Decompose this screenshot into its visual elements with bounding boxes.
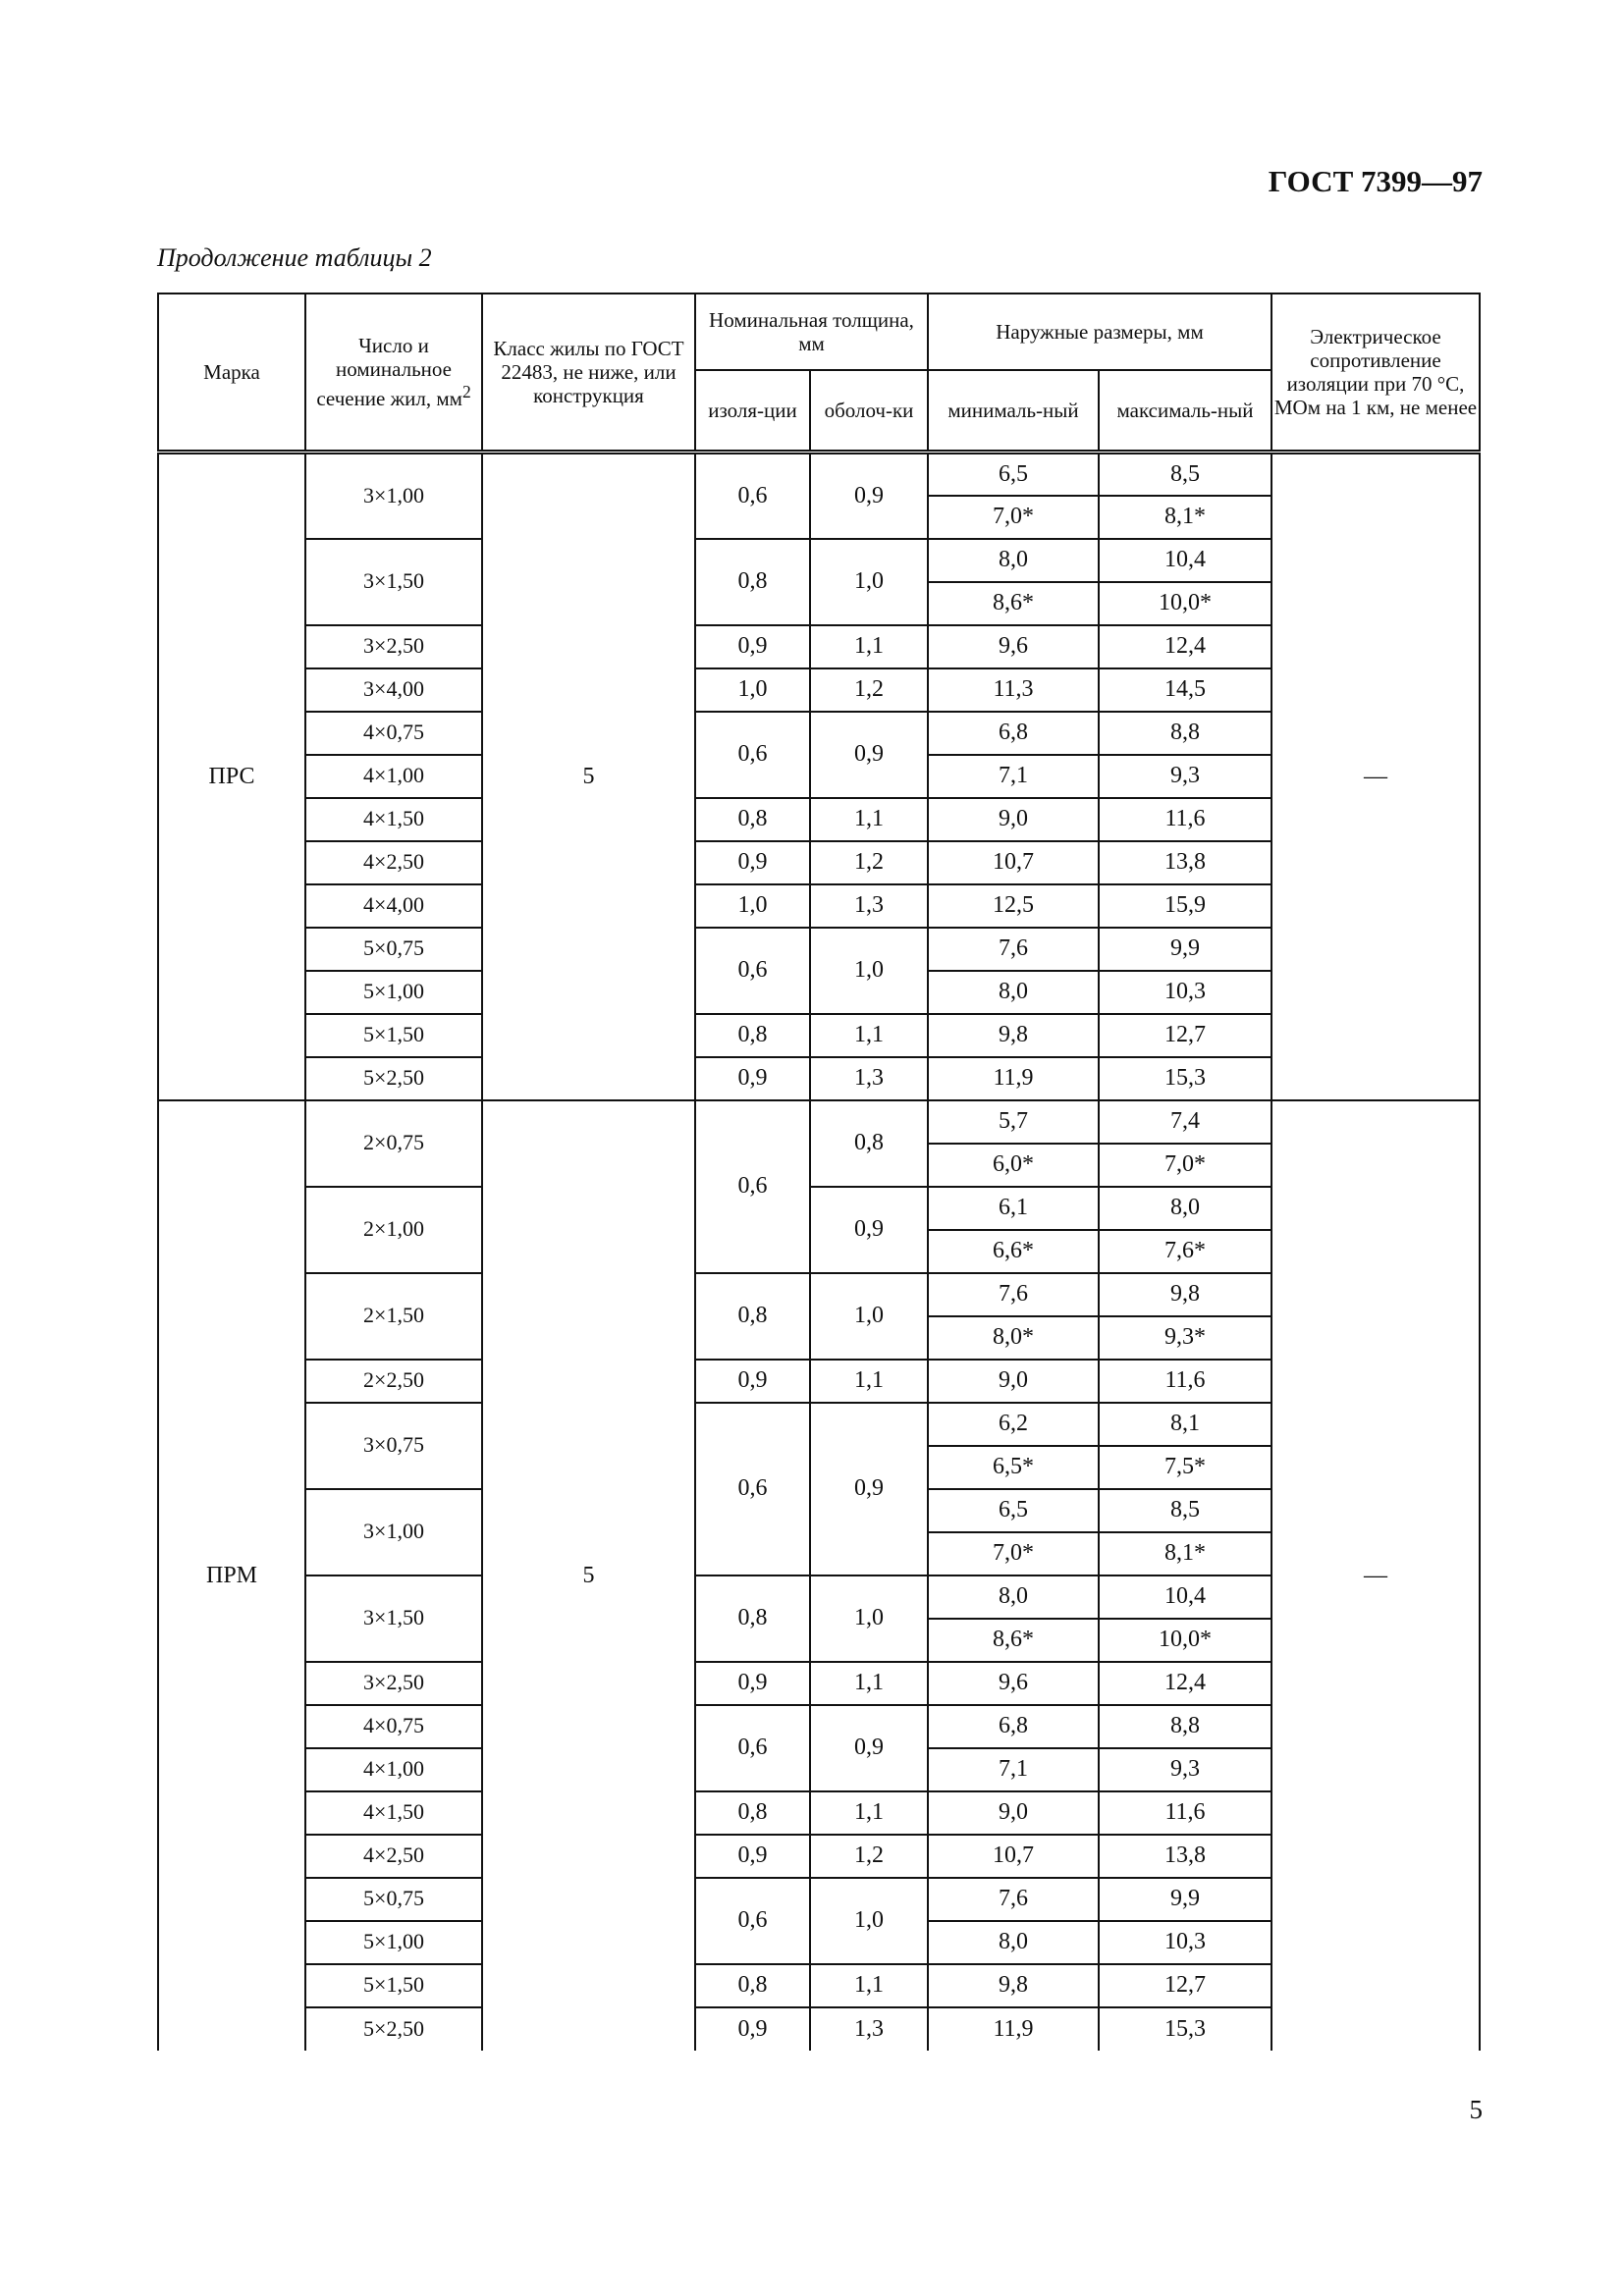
- max-cell: 8,1: [1099, 1403, 1271, 1446]
- insulation-cell: 0,9: [695, 1057, 810, 1100]
- insulation-cell: 0,6: [695, 928, 810, 1014]
- sheath-cell: 1,1: [810, 625, 928, 668]
- max-cell: 7,6*: [1099, 1230, 1271, 1273]
- max-cell: 9,3: [1099, 1748, 1271, 1791]
- sheath-cell: 1,1: [810, 1791, 928, 1835]
- sheath-cell: 1,0: [810, 1575, 928, 1662]
- sheath-cell: 1,0: [810, 1273, 928, 1360]
- header-class: Класс жилы по ГОСТ 22483, не ниже, или конструкция: [482, 294, 695, 453]
- header-section: Число и номинальное сечение жил, $мм^2$: [305, 294, 482, 453]
- insulation-cell: 0,9: [695, 1835, 810, 1878]
- sheath-cell: 1,1: [810, 1662, 928, 1705]
- min-cell: 6,0*: [928, 1144, 1099, 1187]
- max-cell: 9,3: [1099, 755, 1271, 798]
- marka-cell: ПРС: [158, 453, 305, 1100]
- insulation-cell: 0,9: [695, 625, 810, 668]
- section-cell: 4×1,50: [305, 798, 482, 841]
- section-cell: 4×2,50: [305, 841, 482, 884]
- sheath-cell: 1,3: [810, 884, 928, 928]
- section-cell: 3×0,75: [305, 1403, 482, 1489]
- min-cell: 9,0: [928, 1360, 1099, 1403]
- min-cell: 6,5*: [928, 1446, 1099, 1489]
- min-cell: 6,5: [928, 1489, 1099, 1532]
- insulation-cell: 0,8: [695, 1791, 810, 1835]
- section-cell: 3×4,00: [305, 668, 482, 712]
- max-cell: 10,0*: [1099, 1619, 1271, 1662]
- section-cell: 5×2,50: [305, 1057, 482, 1100]
- section-cell: 2×0,75: [305, 1100, 482, 1187]
- min-cell: 8,6*: [928, 1619, 1099, 1662]
- min-cell: 7,6: [928, 1878, 1099, 1921]
- insulation-cell: 0,8: [695, 1014, 810, 1057]
- min-cell: 7,1: [928, 755, 1099, 798]
- resistance-cell: —: [1271, 453, 1480, 1100]
- sheath-cell: 1,0: [810, 928, 928, 1014]
- max-cell: 9,3*: [1099, 1316, 1271, 1360]
- section-cell: 5×0,75: [305, 928, 482, 971]
- insulation-cell: 0,9: [695, 1360, 810, 1403]
- insulation-cell: 0,6: [695, 1100, 810, 1273]
- min-cell: 9,0: [928, 798, 1099, 841]
- header-outer-size: Наружные размеры, мм: [928, 294, 1271, 370]
- min-cell: 8,6*: [928, 582, 1099, 625]
- section-cell: 2×2,50: [305, 1360, 482, 1403]
- page-number: 5: [1469, 2095, 1483, 2124]
- group-prm: [158, 1100, 1480, 2051]
- min-cell: 8,0: [928, 971, 1099, 1014]
- min-cell: 9,6: [928, 625, 1099, 668]
- section-cell: 4×0,75: [305, 1705, 482, 1748]
- section-cell: 5×1,50: [305, 1014, 482, 1057]
- min-cell: 11,9: [928, 2007, 1099, 2051]
- max-cell: 10,3: [1099, 971, 1271, 1014]
- marka-cell: ПРМ: [158, 1100, 305, 2051]
- insulation-cell: 0,9: [695, 2007, 810, 2051]
- min-cell: 9,8: [928, 1014, 1099, 1057]
- sheath-cell: 1,1: [810, 798, 928, 841]
- max-cell: 8,5: [1099, 1489, 1271, 1532]
- insulation-cell: 1,0: [695, 668, 810, 712]
- insulation-cell: 0,6: [695, 1878, 810, 1964]
- min-cell: 6,6*: [928, 1230, 1099, 1273]
- insulation-cell: 0,8: [695, 1964, 810, 2007]
- section-cell: 3×2,50: [305, 1662, 482, 1705]
- max-cell: 8,1*: [1099, 496, 1271, 539]
- insulation-cell: 0,6: [695, 1403, 810, 1575]
- max-cell: 7,5*: [1099, 1446, 1271, 1489]
- min-cell: 11,3: [928, 668, 1099, 712]
- max-cell: 8,8: [1099, 1705, 1271, 1748]
- min-cell: 6,8: [928, 1705, 1099, 1748]
- section-cell: 5×1,00: [305, 1921, 482, 1964]
- max-cell: 11,6: [1099, 1791, 1271, 1835]
- min-cell: 12,5: [928, 884, 1099, 928]
- insulation-cell: 0,9: [695, 841, 810, 884]
- max-cell: 11,6: [1099, 1360, 1271, 1403]
- header-min: минималь-ный: [928, 370, 1099, 453]
- cable-spec-table: [157, 293, 1481, 2051]
- min-cell: 9,8: [928, 1964, 1099, 2007]
- header-insulation: изоля-ции: [695, 370, 810, 453]
- section-cell: 4×2,50: [305, 1835, 482, 1878]
- table-caption: Продолжение таблицы 2: [157, 243, 432, 272]
- sheath-cell: 0,9: [810, 453, 928, 539]
- min-cell: 10,7: [928, 1835, 1099, 1878]
- min-cell: 8,0*: [928, 1316, 1099, 1360]
- header-marka: Марка: [158, 294, 305, 453]
- group-prs: [158, 453, 1480, 1100]
- section-cell: 3×2,50: [305, 625, 482, 668]
- section-cell: 4×1,00: [305, 1748, 482, 1791]
- max-cell: 9,9: [1099, 928, 1271, 971]
- section-cell: 5×0,75: [305, 1878, 482, 1921]
- min-cell: 6,5: [928, 453, 1099, 496]
- insulation-cell: 0,6: [695, 712, 810, 798]
- header-max: максималь-ный: [1099, 370, 1271, 453]
- sheath-cell: 0,8: [810, 1100, 928, 1187]
- min-cell: 7,0*: [928, 496, 1099, 539]
- sheath-cell: 1,3: [810, 1057, 928, 1100]
- max-cell: 9,8: [1099, 1273, 1271, 1316]
- insulation-cell: 0,8: [695, 1273, 810, 1360]
- max-cell: 7,4: [1099, 1100, 1271, 1144]
- class-cell: 5: [482, 1100, 695, 2051]
- section-cell: 4×4,00: [305, 884, 482, 928]
- section-cell: 5×2,50: [305, 2007, 482, 2051]
- min-cell: 11,9: [928, 1057, 1099, 1100]
- sheath-cell: 1,2: [810, 668, 928, 712]
- min-cell: 6,2: [928, 1403, 1099, 1446]
- insulation-cell: 0,9: [695, 1662, 810, 1705]
- min-cell: 7,6: [928, 1273, 1099, 1316]
- max-cell: 13,8: [1099, 1835, 1271, 1878]
- sheath-cell: 1,0: [810, 1878, 928, 1964]
- section-cell: 5×1,00: [305, 971, 482, 1014]
- max-cell: 12,7: [1099, 1964, 1271, 2007]
- sheath-cell: 1,3: [810, 2007, 928, 2051]
- header-resistance: Электрическое сопротивление изоляции при 70 °С, МОм на 1 км, не менее: [1271, 294, 1480, 453]
- max-cell: 10,3: [1099, 1921, 1271, 1964]
- section-cell: 5×1,50: [305, 1964, 482, 2007]
- min-cell: 8,0: [928, 539, 1099, 582]
- max-cell: 14,5: [1099, 668, 1271, 712]
- min-cell: 7,6: [928, 928, 1099, 971]
- sheath-cell: 0,9: [810, 1403, 928, 1575]
- min-cell: 6,1: [928, 1187, 1099, 1230]
- sheath-cell: 1,2: [810, 1835, 928, 1878]
- sheath-cell: 0,9: [810, 712, 928, 798]
- max-cell: 12,4: [1099, 1662, 1271, 1705]
- max-cell: 9,9: [1099, 1878, 1271, 1921]
- section-cell: 3×1,50: [305, 539, 482, 625]
- max-cell: 15,3: [1099, 1057, 1271, 1100]
- min-cell: 7,1: [928, 1748, 1099, 1791]
- section-cell: 2×1,50: [305, 1273, 482, 1360]
- max-cell: 12,4: [1099, 625, 1271, 668]
- insulation-cell: 0,6: [695, 453, 810, 539]
- sheath-cell: 1,0: [810, 539, 928, 625]
- max-cell: 8,1*: [1099, 1532, 1271, 1575]
- max-cell: 15,9: [1099, 884, 1271, 928]
- max-cell: 7,0*: [1099, 1144, 1271, 1187]
- insulation-cell: 1,0: [695, 884, 810, 928]
- section-cell: 4×1,50: [305, 1791, 482, 1835]
- insulation-cell: 0,8: [695, 798, 810, 841]
- section-cell: 3×1,50: [305, 1575, 482, 1662]
- sheath-cell: 0,9: [810, 1187, 928, 1273]
- max-cell: 8,8: [1099, 712, 1271, 755]
- section-cell: 3×1,00: [305, 453, 482, 539]
- sheath-cell: 1,1: [810, 1014, 928, 1057]
- min-cell: 9,0: [928, 1791, 1099, 1835]
- min-cell: 10,7: [928, 841, 1099, 884]
- max-cell: 12,7: [1099, 1014, 1271, 1057]
- class-cell: 5: [482, 453, 695, 1100]
- insulation-cell: 0,6: [695, 1705, 810, 1791]
- max-cell: 11,6: [1099, 798, 1271, 841]
- section-cell: 3×1,00: [305, 1489, 482, 1575]
- section-cell: 4×0,75: [305, 712, 482, 755]
- section-cell: 4×1,00: [305, 755, 482, 798]
- max-cell: 15,3: [1099, 2007, 1271, 2051]
- resistance-cell: —: [1271, 1100, 1480, 2051]
- document-code: ГОСТ 7399—97: [1268, 164, 1483, 198]
- max-cell: 8,0: [1099, 1187, 1271, 1230]
- min-cell: 7,0*: [928, 1532, 1099, 1575]
- max-cell: 10,0*: [1099, 582, 1271, 625]
- max-cell: 8,5: [1099, 453, 1271, 496]
- sheath-cell: 1,2: [810, 841, 928, 884]
- min-cell: 8,0: [928, 1575, 1099, 1619]
- min-cell: 6,8: [928, 712, 1099, 755]
- max-cell: 10,4: [1099, 539, 1271, 582]
- sheath-cell: 1,1: [810, 1360, 928, 1403]
- section-cell: 2×1,00: [305, 1187, 482, 1273]
- min-cell: 8,0: [928, 1921, 1099, 1964]
- max-cell: 10,4: [1099, 1575, 1271, 1619]
- header-sheath: оболоч-ки: [810, 370, 928, 453]
- insulation-cell: 0,8: [695, 1575, 810, 1662]
- sheath-cell: 0,9: [810, 1705, 928, 1791]
- max-cell: 13,8: [1099, 841, 1271, 884]
- header-thickness: Номинальная толщина, мм: [695, 294, 928, 370]
- min-cell: 5,7: [928, 1100, 1099, 1144]
- min-cell: 9,6: [928, 1662, 1099, 1705]
- sheath-cell: 1,1: [810, 1964, 928, 2007]
- insulation-cell: 0,8: [695, 539, 810, 625]
